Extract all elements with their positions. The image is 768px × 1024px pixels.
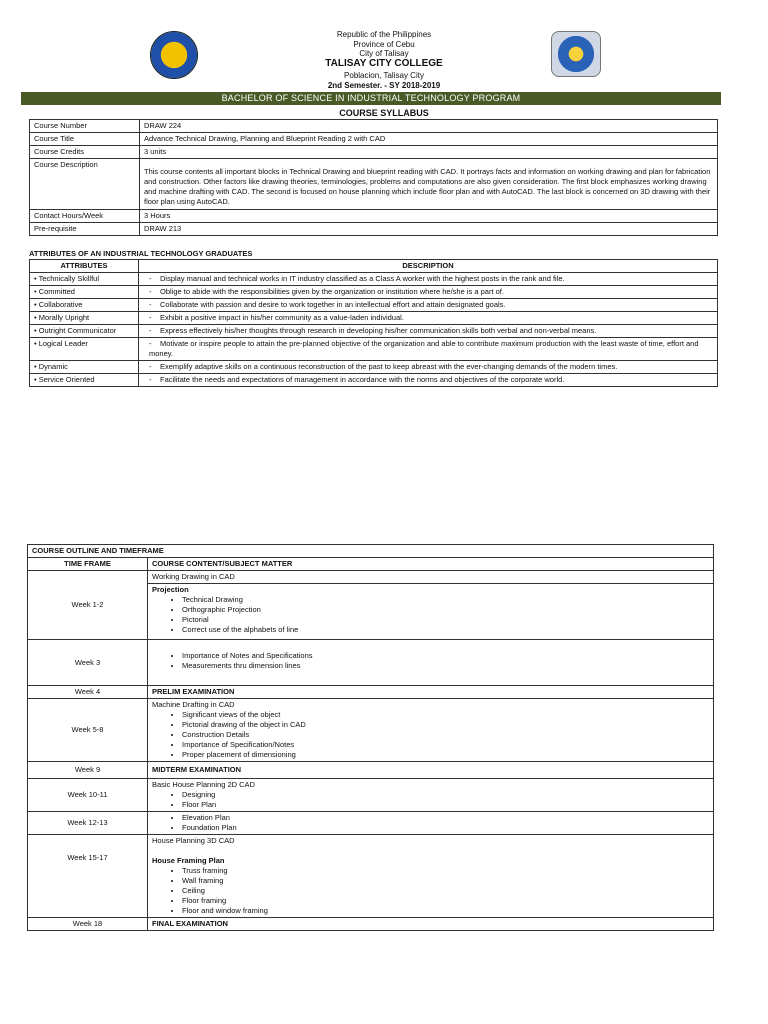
list-item: • Orthographic Projection xyxy=(182,605,709,615)
table-row xyxy=(30,223,718,236)
attribute-description: - Express effectively his/her thoughts through research in developing his/her communication skills both verbal and non-verbal means. xyxy=(139,325,718,338)
course-description: This course contents all important blocks in Technical Drawing and blueprint reading with CAD. It portrays facts and information on working drawing and plan for fabrication and construction. Other factors like drawing theories, terminologies, problems and computations are also given consideration. The first block emphasizes working drawing and machine drafting with CAD. The second is focused on house planning which include floor plan and with AutoCAD. The last block is concerned on 3D drawing with their floor plan using AutoCAD. xyxy=(140,159,718,210)
table-header-row xyxy=(28,558,714,571)
info-label: Course Credits xyxy=(30,146,140,159)
list-item: • Measurements thru dimension lines xyxy=(182,661,709,671)
list-item: • Proper placement of dimensioning xyxy=(182,750,709,760)
exam-label: FINAL EXAMINATION xyxy=(148,918,714,931)
attribute-name: • Morally Upright xyxy=(30,312,139,325)
table-row xyxy=(30,120,718,133)
table-row xyxy=(30,312,718,325)
table-title-row xyxy=(28,545,714,558)
syllabus-title: COURSE SYLLABUS xyxy=(339,108,429,118)
list-item: • Floor framing xyxy=(182,896,709,906)
info-label: Course Description xyxy=(30,159,140,210)
list-item: • Elevation Plan xyxy=(182,813,709,823)
info-label: Contact Hours/Week xyxy=(30,210,140,223)
table-row xyxy=(30,325,718,338)
time-frame-cell: Week 1-2 xyxy=(28,571,148,640)
table-row xyxy=(28,835,714,918)
list-item: • Correct use of the alphabets of line xyxy=(182,625,709,635)
list-item: • Floor Plan xyxy=(182,800,709,810)
attribute-description: - Exhibit a positive impact in his/her community as a value-laden individual. xyxy=(139,312,718,325)
info-value: DRAW 224 xyxy=(140,120,718,133)
content-heading: Basic House Planning 2D CAD xyxy=(152,780,255,789)
table-row xyxy=(30,286,718,299)
attribute-name: • Service Oriented xyxy=(30,374,139,387)
exam-label: PRELIM EXAMINATION xyxy=(148,686,714,699)
content-heading: House Planning 3D CAD xyxy=(152,836,235,845)
list-item: • Truss framing xyxy=(182,866,709,876)
content-cell xyxy=(148,835,714,918)
col-attributes: ATTRIBUTES xyxy=(30,260,139,273)
list-item: • Floor and window framing xyxy=(182,906,709,916)
list-item: • Construction Details xyxy=(182,730,709,740)
table-row xyxy=(28,699,714,762)
content-subheading: House Framing Plan xyxy=(152,856,225,865)
attribute-name: • Logical Leader xyxy=(30,338,139,361)
list-item: • Significant views of the object xyxy=(182,710,709,720)
table-row xyxy=(28,571,714,584)
content-cell xyxy=(148,584,714,640)
address-line: Poblacion, Talisay City xyxy=(344,71,424,80)
col-time-frame: TIME FRAME xyxy=(28,558,148,571)
outline-title: COURSE OUTLINE AND TIMEFRAME xyxy=(28,545,714,558)
content-cell xyxy=(148,779,714,812)
exam-label: MIDTERM EXAMINATION xyxy=(148,762,714,779)
table-row xyxy=(30,273,718,286)
content-cell xyxy=(148,640,714,686)
content-subheading: Projection xyxy=(152,585,189,594)
list-item: • Pictorial drawing of the object in CAD xyxy=(182,720,709,730)
attribute-name: • Collaborative xyxy=(30,299,139,312)
course-outline-table xyxy=(27,544,714,931)
list-item: • Designing xyxy=(182,790,709,800)
table-row xyxy=(28,686,714,699)
list-item: • Importance of Notes and Specifications xyxy=(182,651,709,661)
info-value: 3 units xyxy=(140,146,718,159)
table-row xyxy=(28,762,714,779)
table-row xyxy=(30,374,718,387)
info-label: Pre-requisite xyxy=(30,223,140,236)
semester-line: 2nd Semester. - SY 2018-2019 xyxy=(327,81,441,90)
time-frame-cell: Week 15-17 xyxy=(28,835,148,918)
table-row xyxy=(30,159,718,210)
content-heading: Working Drawing in CAD xyxy=(148,571,714,584)
list-item: • Importance of Specification/Notes xyxy=(182,740,709,750)
col-course-content: COURSE CONTENT/SUBJECT MATTER xyxy=(148,558,714,571)
time-frame-cell: Week 12-13 xyxy=(28,812,148,835)
course-info-table xyxy=(29,119,718,236)
list-item: • Technical Drawing xyxy=(182,595,709,605)
attribute-description: - Motivate or inspire people to attain the pre-planned objective of the organization and able to contribute maximum production with the least waste of time, effort and money. xyxy=(139,338,718,361)
time-frame-cell: Week 18 xyxy=(28,918,148,931)
city-line: City of Talisay xyxy=(359,49,409,58)
table-row xyxy=(30,146,718,159)
table-row xyxy=(28,918,714,931)
table-row xyxy=(30,361,718,374)
time-frame-cell: Week 4 xyxy=(28,686,148,699)
table-row xyxy=(28,640,714,686)
list-item: • Ceiling xyxy=(182,886,709,896)
table-row xyxy=(28,779,714,812)
republic-line: Republic of the Philippines xyxy=(336,30,432,39)
table-row xyxy=(30,338,718,361)
content-heading: Machine Drafting in CAD xyxy=(152,700,235,709)
list-item: • Pictorial xyxy=(182,615,709,625)
info-value: Advance Technical Drawing, Planning and Blueprint Reading 2 with CAD xyxy=(140,133,718,146)
info-value: 3 Hours xyxy=(140,210,718,223)
table-row xyxy=(28,812,714,835)
list-item: • Foundation Plan xyxy=(182,823,709,833)
attribute-description: - Exemplify adaptive skills on a continuous reconstruction of the past to keep abreast with the ever-changing demands of the modern times. xyxy=(139,361,718,374)
attribute-description: - Oblige to abide with the responsibilities given by the organization or institution where he/she is a part of. xyxy=(139,286,718,299)
content-cell xyxy=(148,812,714,835)
table-row xyxy=(30,210,718,223)
college-name: TALISAY CITY COLLEGE xyxy=(325,58,443,69)
attribute-name: • Dynamic xyxy=(30,361,139,374)
info-label: Course Title xyxy=(30,133,140,146)
attribute-description: - Collaborate with passion and desire to work together in an intellectual effort and attain designated goals. xyxy=(139,299,718,312)
attribute-name: • Technically Skillful xyxy=(30,273,139,286)
table-header-row xyxy=(30,260,718,273)
attribute-name: • Outright Communicator xyxy=(30,325,139,338)
attribute-description: - Facilitate the needs and expectations of management in accordance with the norms and objectives of the corporate world. xyxy=(139,374,718,387)
table-row xyxy=(30,133,718,146)
info-value: DRAW 213 xyxy=(140,223,718,236)
col-description: DESCRIPTION xyxy=(139,260,718,273)
time-frame-cell: Week 5-8 xyxy=(28,699,148,762)
info-label: Course Number xyxy=(30,120,140,133)
time-frame-cell: Week 9 xyxy=(28,762,148,779)
table-row xyxy=(30,299,718,312)
content-cell xyxy=(148,699,714,762)
attribute-description: - Display manual and technical works in IT industry classified as a Class A worker with the highest posts in the rank and file. xyxy=(139,273,718,286)
attribute-name: • Committed xyxy=(30,286,139,299)
time-frame-cell: Week 3 xyxy=(28,640,148,686)
program-banner: BACHELOR OF SCIENCE IN INDUSTRIAL TECHNOLOGY PROGRAM xyxy=(21,92,721,105)
list-item: • Wall framing xyxy=(182,876,709,886)
attributes-table xyxy=(29,259,718,387)
time-frame-cell: Week 10-11 xyxy=(28,779,148,812)
attributes-title: ATTRIBUTES OF AN INDUSTRIAL TECHNOLOGY GRADUATES xyxy=(29,249,253,258)
province-line: Province of Cebu xyxy=(353,40,415,49)
